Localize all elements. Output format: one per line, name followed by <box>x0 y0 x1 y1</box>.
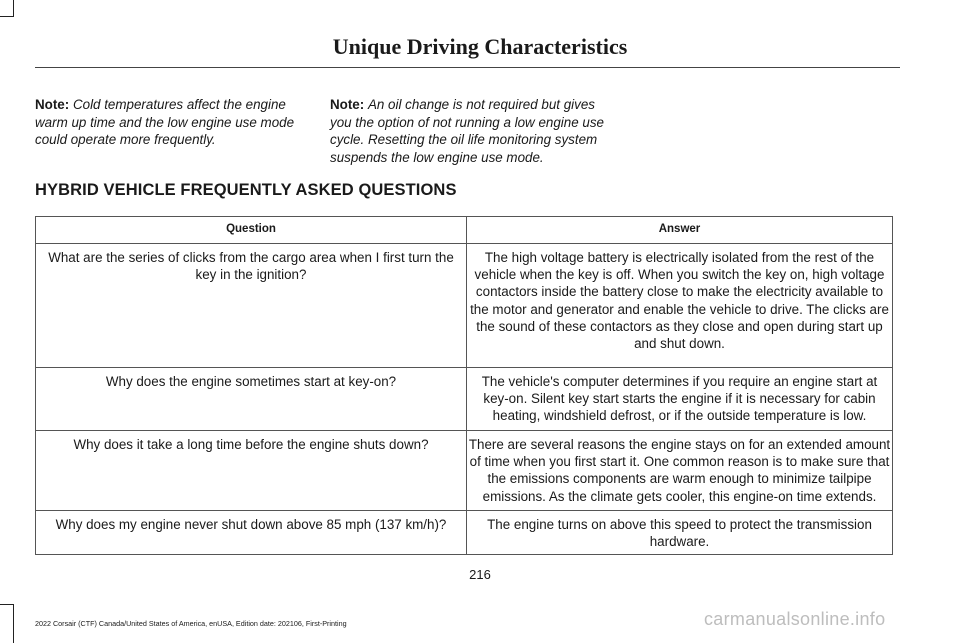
section-heading: HYBRID VEHICLE FREQUENTLY ASKED QUESTIONS <box>35 181 457 199</box>
watermark: carmanualsonline.info <box>704 609 886 629</box>
question-cell: Why does the engine sometimes start at key-on? <box>36 368 467 431</box>
table-row <box>36 431 893 511</box>
note-oil-change <box>330 96 615 166</box>
table-header-row <box>36 217 893 244</box>
table-row <box>36 511 893 555</box>
note-text: Cold temperatures affect the engine warm up time and the low engine use mode could operate more frequently. <box>35 97 295 147</box>
crop-mark-top-left-v <box>13 0 14 16</box>
page-number: 216 <box>469 567 491 582</box>
question-cell: What are the series of clicks from the cargo area when I first turn the key in the ignition? <box>36 244 467 368</box>
page-header-title: Unique Driving Characteristics <box>332 34 628 59</box>
crop-mark-top-left-h <box>0 16 14 17</box>
note-label: Note: <box>330 97 365 112</box>
header-divider <box>35 67 900 68</box>
note-text: An oil change is not required but gives you the option of not running a low engine use cycle. Resetting the oil life monitoring system suspends the low engine use mode. <box>330 97 604 165</box>
column-header-answer: Answer <box>467 217 893 244</box>
crop-mark-bottom-left-h <box>0 604 14 605</box>
table-row <box>36 368 893 431</box>
question-cell: Why does my engine never shut down above 85 mph (137 km/h)? <box>36 511 467 555</box>
crop-mark-bottom-left-v <box>13 604 14 643</box>
question-cell: Why does it take a long time before the engine shuts down? <box>36 431 467 511</box>
note-cold-temperatures <box>35 96 320 149</box>
answer-cell: The engine turns on above this speed to protect the transmission hardware. <box>467 511 893 555</box>
note-label: Note: <box>35 97 70 112</box>
answer-cell: The vehicle's computer determines if you require an engine start at key-on. Silent key start starts the engine if it is necessary for cabin heating, windshield defrost, or if the outside temperature is low. <box>467 368 893 431</box>
column-header-question: Question <box>36 217 467 244</box>
answer-cell: There are several reasons the engine stays on for an extended amount of time when you first start it. One common reason is to make sure that the emissions components are warm enough to minimize tailpipe emissions. As the climate gets cooler, this engine-on time extends. <box>467 431 893 511</box>
answer-cell: The high voltage battery is electrically isolated from the rest of the vehicle when the key is off. When you switch the key on, high voltage contactors inside the battery close to make the electricity available to the motor and generator and enable the vehicle to drive. The clicks are the sound of these contactors as they close and open during start up and shut down. <box>467 244 893 368</box>
faq-table <box>35 216 893 555</box>
table-row <box>36 244 893 368</box>
footer-edition-info: 2022 Corsair (CTF) Canada/United States of America, enUSA, Edition date: 202106, First-Printing <box>35 619 347 628</box>
